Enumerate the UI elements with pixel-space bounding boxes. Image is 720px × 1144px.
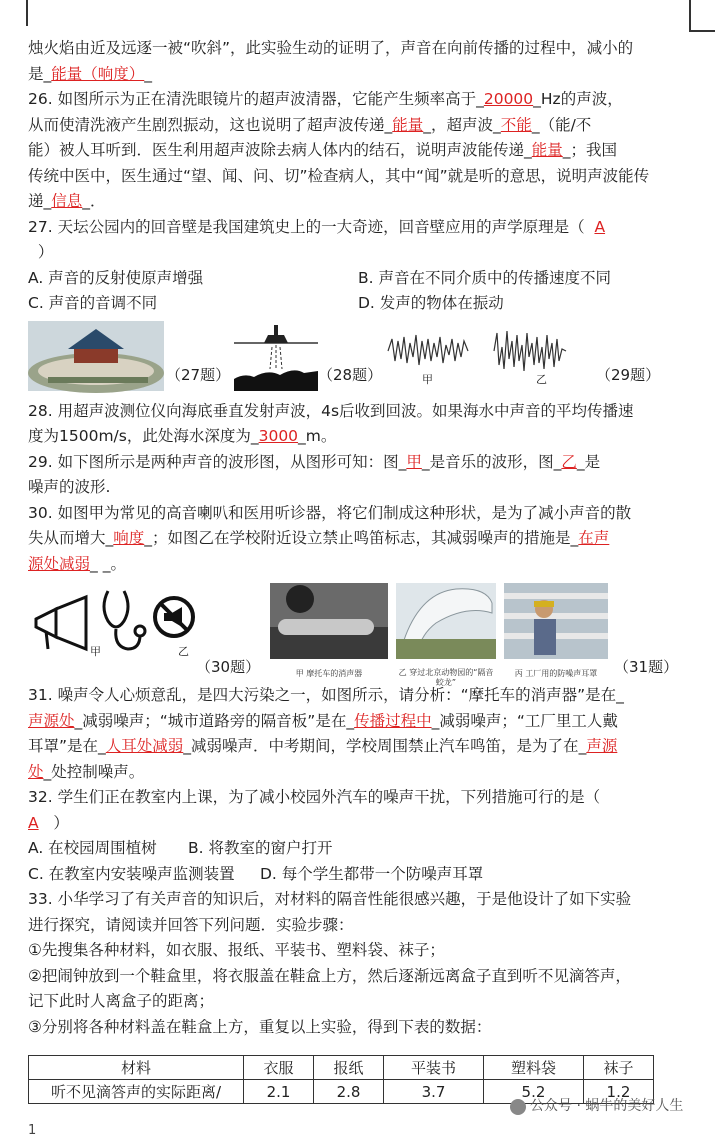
q33-line1: 33. 小华学习了有关声音的知识后，对材料的隔音性能很感兴趣，于是他设计了如下实验 — [28, 890, 632, 908]
figure-row-30-31 — [28, 577, 692, 687]
fig30-label-yi: 乙 — [178, 645, 189, 658]
fig31-label: （31题） — [614, 658, 679, 676]
watermark: 公众号 · 蜗牛的美好人生 — [510, 1094, 683, 1120]
q26-line1: 26. 如图所示为正在清洗眼镜片的超声波清器，它能产生频率高于_20000_Hz的声波， — [28, 90, 623, 108]
q30-line1: 30. 如图甲为常见的高音喇叭和医用听诊器，将它们制成这种形状，是为了减小声音的散 — [28, 503, 632, 522]
answer: 源处减弱 — [28, 554, 91, 573]
q33-step3: ③分别将各种材料盖在鞋盒上方，重复以上实验，得到下表的数据： — [28, 1017, 492, 1036]
factory-worker-photo: 丙 工厂用的防噪声耳罩 — [504, 583, 608, 677]
q33-step1: ①先搜集各种材料，如衣服、报纸、平装书、塑料袋、袜子； — [28, 941, 445, 959]
answer: 能量（响度） — [51, 64, 145, 83]
answer: 传播过程中 — [354, 711, 432, 730]
wave-label-yi: 乙 — [536, 372, 547, 386]
table-cell: 2.8 — [314, 1080, 384, 1104]
answer: 声源 — [586, 737, 618, 755]
answer: 声源处 — [28, 711, 75, 730]
answer: A — [28, 813, 39, 832]
noise-barrier-photo: 乙 穿过北京动物园的“隔音蛟龙” — [396, 583, 496, 677]
q30-line2: 失从而增大_响度_；如图乙在学校附近设立禁止鸣笛标志，其减弱噪声的措施是_在声 — [28, 529, 610, 547]
fig27-label: （27题） — [166, 365, 231, 384]
crop-mark-top-right — [689, 0, 715, 32]
answer: 能量 — [392, 115, 424, 134]
q25-line1: 烛火焰由近及远逐一被“吹斜”，此实验生动的证明了，声音在向前传播的过程中，减小的 — [28, 39, 634, 57]
document-text — [28, 36, 692, 1040]
wechat-icon — [510, 1099, 526, 1115]
q25-line2: 是_能量（响度）_ — [28, 64, 153, 83]
answer: 乙 — [561, 452, 577, 471]
answer: 处 — [28, 762, 44, 781]
fig30-label: （30题） — [196, 658, 261, 676]
q26-line5: 递_信息_． — [28, 192, 106, 210]
answer: A — [594, 217, 606, 236]
table-cell: 衣服 — [244, 1056, 314, 1080]
table-cell: 1.2 — [583, 1080, 653, 1104]
q33-step2: ②把闹钟放到一个鞋盒里，将衣服盖在鞋盒上方，然后逐渐远离盒子直到听不见滴答声， — [28, 966, 631, 985]
table-cell: 材料 — [29, 1056, 244, 1080]
answer: 20000 — [483, 90, 534, 108]
q26-line4: 传统中医中，医生通过“望、闻、问、切”检查病人，其中“闻”就是听的意思，说明声波能传 — [28, 166, 650, 185]
answer: 能量 — [531, 141, 563, 159]
q28-line1: 28. 用超声波测位仪向海底垂直发射声波，4s后收到回波。如果海水中声音的平均传播速 — [28, 401, 634, 420]
fig28-label: （28题） — [318, 365, 383, 384]
table-cell: 报纸 — [314, 1056, 384, 1080]
q27-options-row1: A. 声音的反射使原声增强 B. 声音在不同介质中的传播速度不同 — [28, 268, 611, 287]
answer: 不能 — [500, 115, 532, 134]
answer: 3000 — [258, 427, 299, 445]
table-cell: 塑料袋 — [483, 1056, 583, 1080]
loudspeaker-icon — [28, 591, 94, 655]
answer: 信息 — [51, 192, 83, 210]
wave-label-jia: 甲 — [422, 372, 433, 386]
stethoscope-icon — [94, 587, 150, 659]
sonar-ship-diagram — [234, 321, 318, 391]
answer: 响度 — [113, 529, 145, 547]
q29-line2: 噪声的波形. — [28, 478, 111, 496]
page-number: 1 — [28, 1123, 37, 1138]
table-header-row — [29, 1056, 654, 1080]
temple-photo — [28, 321, 164, 391]
q33-step2-cont: 记下此时人离盒子的距离； — [28, 992, 215, 1010]
answer: 甲 — [406, 452, 422, 471]
table-cell: 3.7 — [384, 1080, 484, 1104]
figure-row-27-29 — [28, 317, 692, 399]
q31-line1: 31. 噪声令人心烦意乱，是四大污染之一，如图所示，请分析：“摩托车的消声器”是在_ — [28, 686, 624, 704]
table-cell: 平装书 — [384, 1056, 484, 1080]
answer: 在声 — [578, 529, 610, 547]
q27-options-row2: C. 声音的音调不同 D. 发声的物体在振动 — [28, 294, 504, 312]
waveform-diagram — [384, 321, 594, 381]
table-cell: 袜子 — [583, 1056, 653, 1080]
q27-stem: 27. 天坛公园内的回音壁是我国建筑史上的一大奇迹，回音壁应用的声学原理是（ A — [28, 217, 606, 236]
motorcycle-muffler-photo: 甲 摩托车的消声器 — [270, 583, 388, 677]
q26-line3: 能）被人耳听到．医生利用超声波除去病人体内的结石，说明声波能传递_能量_；我国 — [28, 141, 618, 159]
answer: 人耳处减弱 — [105, 737, 184, 755]
no-horn-sign-icon — [152, 595, 196, 639]
q32-options-row1: A. 在校园周围植树 B. 将教室的窗户打开 — [28, 839, 333, 857]
q26-line2: 从而使清洗液产生剧烈振动，这也说明了超声波传递_能量_，超声波_不能_（能/不 — [28, 115, 592, 134]
q30-line3: 源处减弱_ _。 — [28, 554, 126, 573]
q31-line4: 处_处控制噪声。 — [28, 762, 145, 781]
q29-line1: 29. 如下图所示是两种声音的波形图，从图形可知：图_甲_是音乐的波形，图_乙_是 — [28, 452, 601, 471]
q31-line3: 耳罩”是在_人耳处减弱_减弱噪声．中考期间，学校周围禁止汽车鸣笛，是为了在_声源 — [28, 737, 618, 755]
q33-line2: 进行探究，请阅读并回答下列问题．实验步骤： — [28, 915, 354, 934]
table-cell: 5.2 — [483, 1080, 583, 1104]
fig29-label: （29题） — [596, 365, 661, 384]
q32-options-row2: C. 在教室内安装噪声监测装置 D. 每个学生都带一个防噪声耳罩 — [28, 864, 484, 883]
fig30-label-jia: 甲 — [90, 645, 101, 658]
q31-line2: 声源处_减弱噪声；“城市道路旁的隔音板”是在_传播过程中_减弱噪声；“工厂里工人戴 — [28, 711, 618, 730]
q32-answer-line: A ） — [28, 813, 69, 832]
crop-mark-top-left — [18, 0, 28, 26]
table-cell: 2.1 — [244, 1080, 314, 1104]
q28-line2: 度为1500m/s，此处海水深度为_3000_m。 — [28, 427, 337, 445]
q32-stem: 32. 学生们正在教室内上课，为了减小校园外汽车的噪声干扰，下列措施可行的是（ — [28, 788, 601, 806]
q27-stem-close: ） — [37, 243, 54, 261]
table-cell: 听不见滴答声的实际距离/ — [29, 1080, 244, 1104]
